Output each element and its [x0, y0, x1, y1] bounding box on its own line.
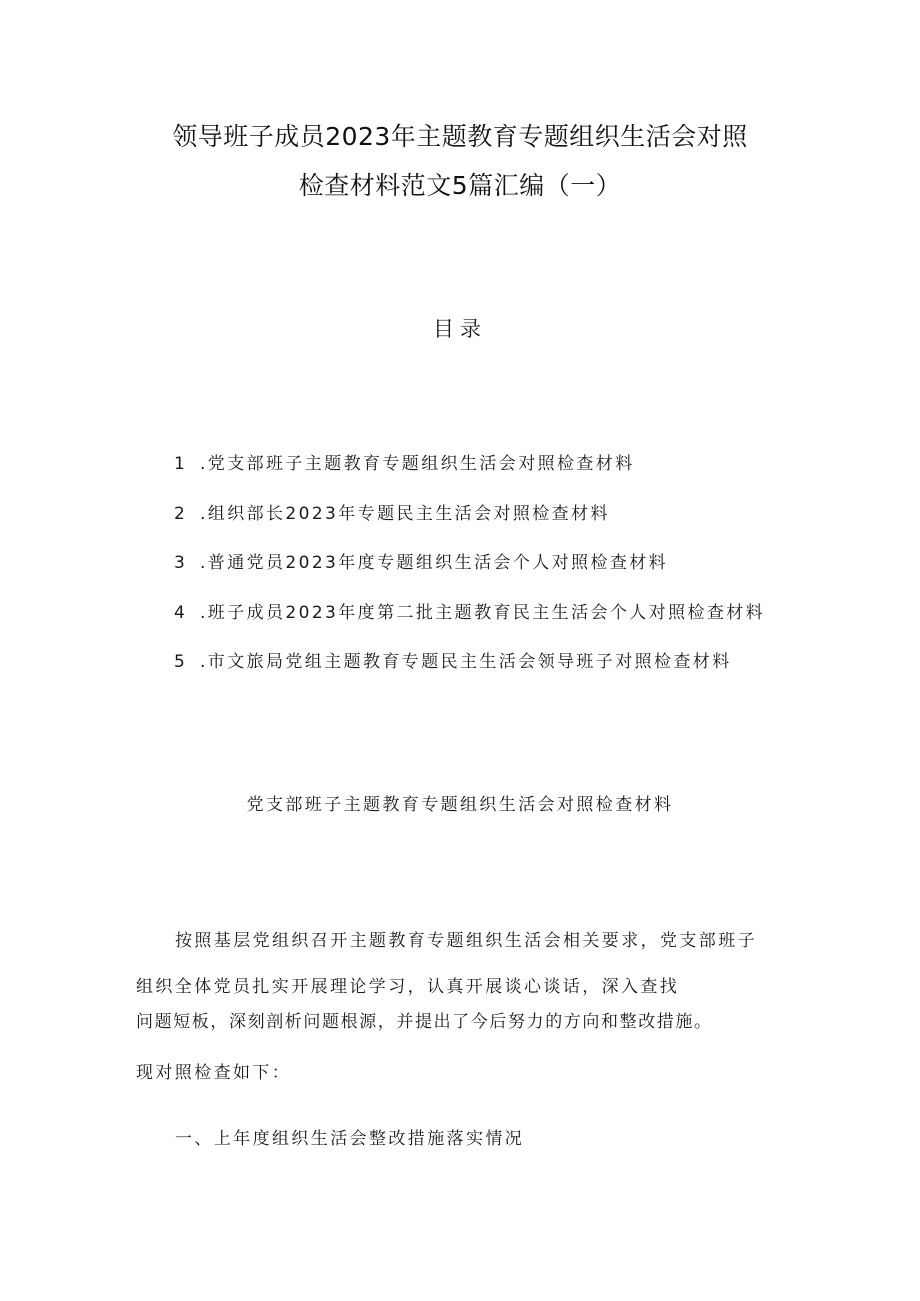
paragraph-line: 现对照检查如下： [136, 1063, 292, 1083]
toc-item-text: .班子成员2023年度第二批主题教育民主生活会个人对照检查材料 [200, 602, 766, 623]
toc-item [174, 601, 854, 651]
toc-item-text: .党支部班子主题教育专题组织生活会对照检查材料 [200, 454, 635, 474]
toc-item [174, 452, 854, 502]
toc-item-number: 5 [174, 652, 188, 672]
document-title-line-2: 检查材料范文5篇汇编（一） [298, 171, 622, 200]
toc-item-number: 4 [174, 602, 188, 623]
toc-item [174, 502, 854, 552]
toc-item-text: .普通党员2023年度专题组织生活会个人对照检查材料 [200, 553, 669, 573]
toc-item-number: 1 [174, 454, 188, 474]
paragraph-line: 问题短板，深刻剖析问题根源，并提出了今后努力的方向和整改措施。 [136, 1012, 713, 1032]
toc-item-text: .市文旅局党组主题教育专题民主生活会领导班子对照检查材料 [200, 652, 732, 672]
document-title-line-1: 领导班子成员2023年主题教育专题组织生活会对照 [172, 122, 748, 151]
toc-item [174, 551, 854, 601]
toc-heading: 目录 [433, 317, 487, 341]
section-heading: 党支部班子主题教育专题组织生活会对照检查材料 [246, 795, 674, 815]
sub-heading: 一、上年度组织生活会整改措施落实情况 [175, 1129, 525, 1149]
toc-item-number: 2 [174, 503, 188, 524]
table-of-contents [174, 452, 854, 700]
paragraph-line: 按照基层党组织召开主题教育专题组织生活会相关要求，党支部班子 [175, 931, 757, 951]
toc-item-number: 3 [174, 553, 188, 573]
toc-item-text: .组织部长2023年专题民主生活会对照检查材料 [200, 503, 610, 524]
paragraph-line: 组织全体党员扎实开展理论学习，认真开展谈心谈话，深入查找 [136, 977, 680, 997]
toc-item [174, 650, 854, 700]
